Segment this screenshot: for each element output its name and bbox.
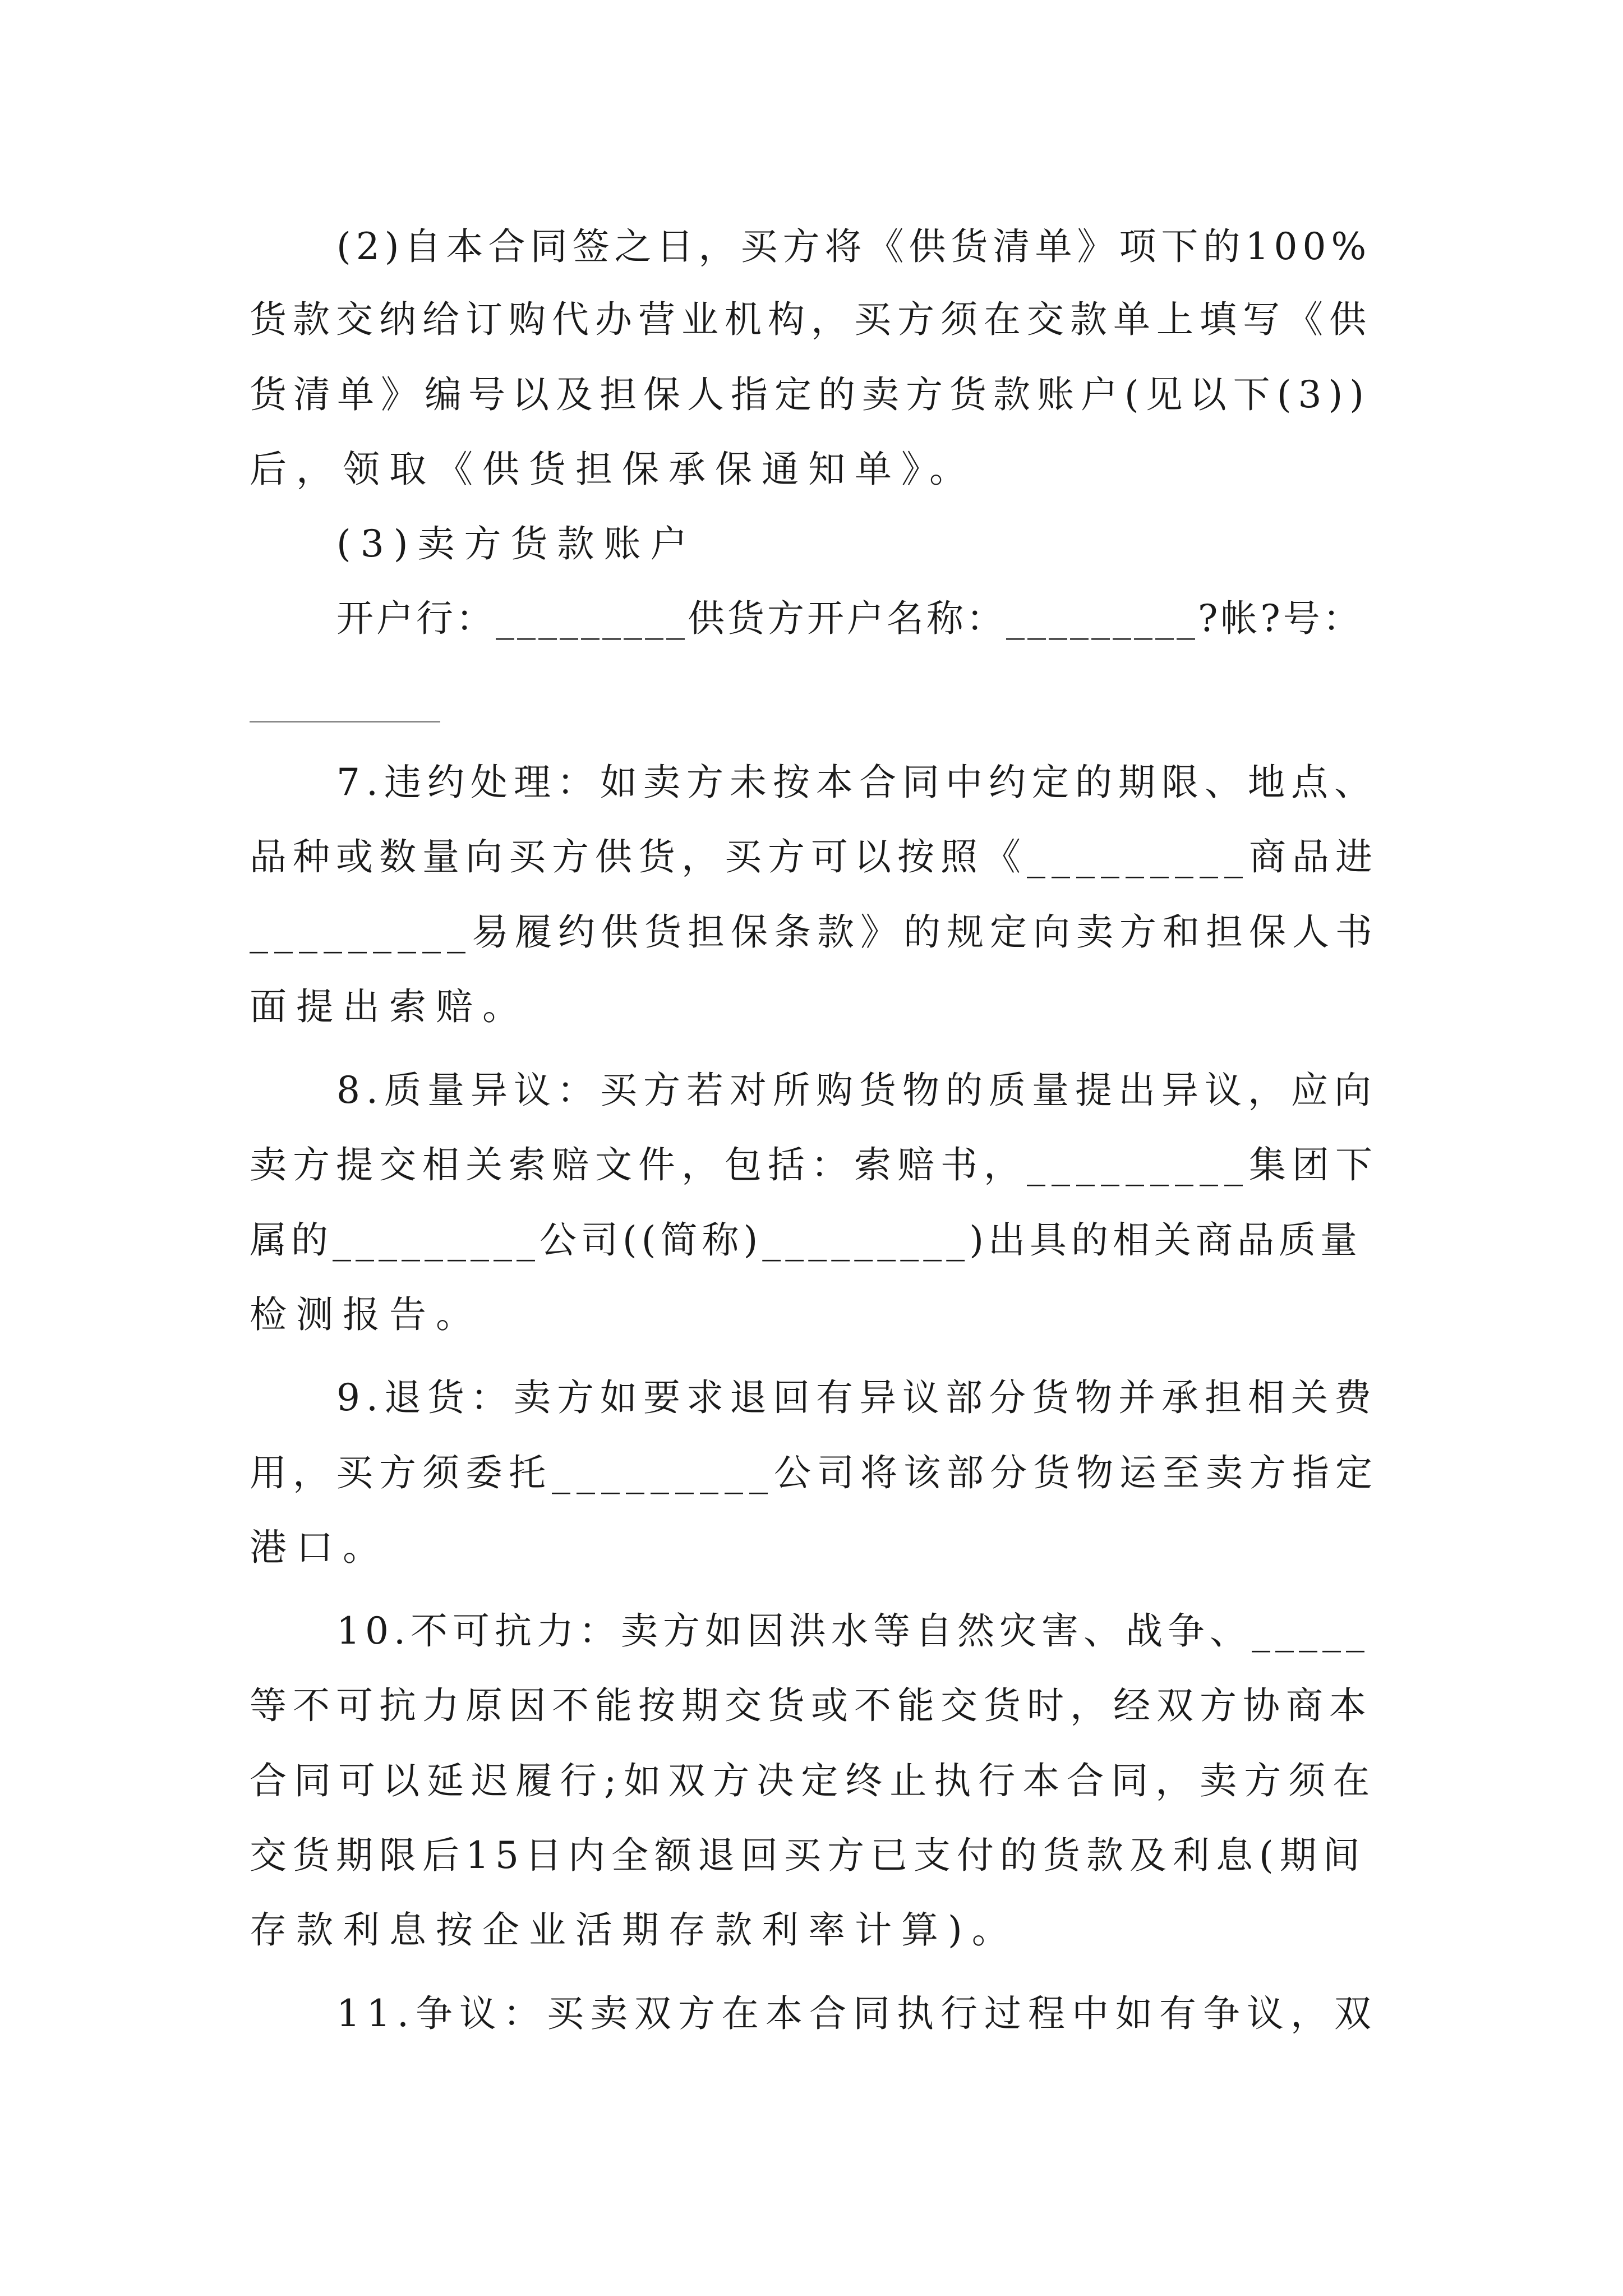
text-line: 港口。 bbox=[250, 1526, 389, 1569]
text-line: 属的_________公司((简称)_________)出具的相关商品质量 bbox=[250, 1218, 1362, 1262]
text-line: 货款交纳给订购代办营业机构，买方须在交款单上填写《供 bbox=[250, 298, 1372, 341]
text-line: 10.不可抗力：卖方如因洪水等自然灾害、战争、_____ bbox=[336, 1609, 1370, 1653]
separator-line bbox=[250, 721, 440, 723]
text-line: (2)自本合同签之日，买方将《供货清单》项下的100% bbox=[336, 225, 1372, 268]
text-line: _________易履约供货担保条款》的规定向卖方和担保人书 bbox=[250, 910, 1378, 954]
text-line: 开户行：_________供货方开户名称：_________?帐?号： bbox=[336, 597, 1363, 640]
text-line: 等不可抗力原因不能按期交货或不能交货时，经双方协商本 bbox=[250, 1684, 1372, 1727]
text-line: 检测报告。 bbox=[250, 1293, 482, 1336]
text-line: 面提出索赔。 bbox=[250, 985, 529, 1028]
text-line: 用，买方须委托_________公司将该部分货物运至卖方指定 bbox=[250, 1451, 1378, 1494]
text-line: 交货期限后15日内全额退回买方已支付的货款及利息(期间 bbox=[250, 1834, 1366, 1877]
text-line: 合同可以延迟履行;如双方决定终止执行本合同，卖方须在 bbox=[250, 1759, 1377, 1802]
text-line: 卖方提交相关索赔文件，包括：索赔书，_________集团下 bbox=[250, 1143, 1378, 1186]
text-line: 后，领取《供货担保承保通知单》。 bbox=[250, 448, 976, 491]
text-line: 7.违约处理：如卖方未按本合同中约定的期限、地点、 bbox=[336, 761, 1377, 804]
text-line: 品种或数量向买方供货，买方可以按照《_________商品进 bbox=[250, 835, 1378, 878]
text-line: 8.质量异议：买方若对所购货物的质量提出异议，应向 bbox=[336, 1069, 1377, 1112]
text-line: 货清单》编号以及担保人指定的卖方货款账户(见以下(3)) bbox=[250, 373, 1371, 416]
text-line: (3)卖方货款账户 bbox=[336, 522, 697, 565]
text-line: 9.退货：卖方如要求退回有异议部分货物并承担相关费 bbox=[336, 1376, 1377, 1419]
text-line: 11.争议：买卖双方在本合同执行过程中如有争议，双 bbox=[336, 1992, 1378, 2035]
text-line: 存款利息按企业活期存款利率计算)。 bbox=[250, 1908, 1018, 1952]
